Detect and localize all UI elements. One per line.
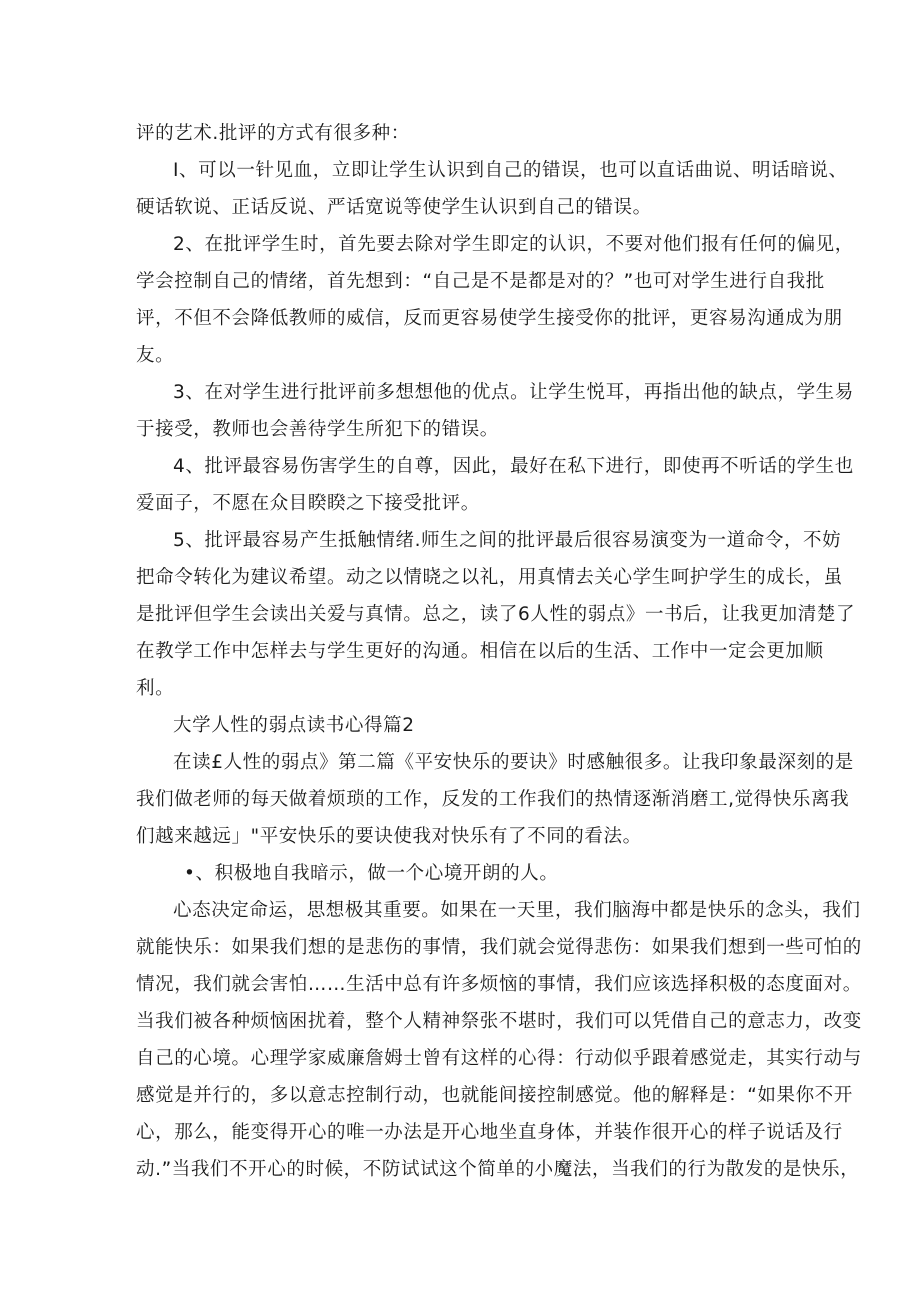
text-line: 学会控制自己的情绪，首先想到：“自己是不是都是对的？”也可对学生进行自我批	[136, 271, 825, 292]
text-line: 2、在批评学生时，首先要去除对学生即定的认识，不要对他们报有任何的偏见，	[173, 234, 854, 255]
text-line: 心，那么，能变得开心的唯一办法是开心地坐直身体，并装作很开心的样子说话及行	[136, 1122, 843, 1143]
text-line: 自己的心境。心理学家威廉詹姆士曾有这样的心得：行动似乎跟着感觉走，其实行动与	[136, 1048, 862, 1069]
text-line: 4、批评最容易伤害学生的自尊，因此，最好在私下进行，即使再不听话的学生也	[173, 456, 854, 477]
text-line: I、可以一针见血，立即让学生认识到自己的错误，也可以直话曲说、明话暗说、	[173, 160, 848, 181]
text-line: 爱面子，不愿在众目睽睽之下接受批评。	[136, 493, 480, 514]
text-line: 3、在对学生进行批评前多想想他的优点。让学生悦耳，再指出他的缺点，学生易	[173, 382, 854, 403]
text-line: 评的艺术.批评的方式有很多种：	[136, 123, 410, 144]
text-line: 心态决定命运，思想极其重要。如果在一天里，我们脑海中都是快乐的念头，我们	[173, 900, 861, 921]
bullet-item: •、积极地自我暗示，做一个心境开朗的人。	[184, 863, 559, 884]
text-line: 评，不但不会降低教师的威信，反而更容易使学生接受你的批评，更容易沟通成为朋	[136, 308, 843, 329]
text-line: 情况，我们就会害怕……生活中总有许多烦恼的事情，我们应该选择积极的态度面对。	[136, 974, 862, 995]
text-line: 当我们被各种烦恼困扰着，整个人精神祭张不堪时，我们可以凭借自己的意志力，改变	[136, 1011, 862, 1032]
text-line: 是批评但学生会读出关爱与真情。总之，读了6人性的弱点》一书后，让我更加清楚了	[136, 604, 856, 625]
text-line: 动.”当我们不开心的时候，不防试试这个简单的小魔法，当我们的行为散发的是快乐，	[136, 1159, 860, 1180]
text-line: 感觉是并行的，多以意志控制行动，也就能间接控制感觉。他的解释是：“如果你不开	[136, 1085, 853, 1106]
text-line: 在教学工作中怎样去与学生更好的沟通。相信在以后的生活、工作中一定会更加顺	[136, 641, 824, 662]
text-line: 就能快乐：如果我们想的是悲伤的事情，我们就会觉得悲伤：如果我们想到一些可怕的	[136, 937, 862, 958]
text-line: 们越来越远」"平安快乐的要诀使我对快乐有了不同的看法。	[136, 826, 642, 847]
section-heading: 大学人性的弱点读书心得篇2	[173, 715, 415, 736]
text-line: 利。	[136, 678, 175, 699]
text-line: 我们做老师的每天做着烦琐的工作，反发的工作我们的热情逐渐消磨工,觉得快乐离我	[136, 789, 850, 810]
text-line: 在读£人性的弱点》第二篇《平安快乐的要诀》时感触很多。让我印象最深刻的是	[173, 752, 854, 773]
text-line: 把命令转化为建议希望。动之以情晓之以礼，用真情去关心学生呵护学生的成长，虽	[136, 567, 843, 588]
text-line: 5、批评最容易产生抵触情绪.师生之间的批评最后很容易演变为一道命令，不妨	[173, 530, 842, 551]
text-line: 友。	[136, 345, 175, 366]
text-line: 于接受，教师也会善待学生所犯下的错误。	[136, 419, 499, 440]
text-line: 硬话软说、正话反说、严话宽说等使学生认识到自己的错误。	[136, 197, 652, 218]
